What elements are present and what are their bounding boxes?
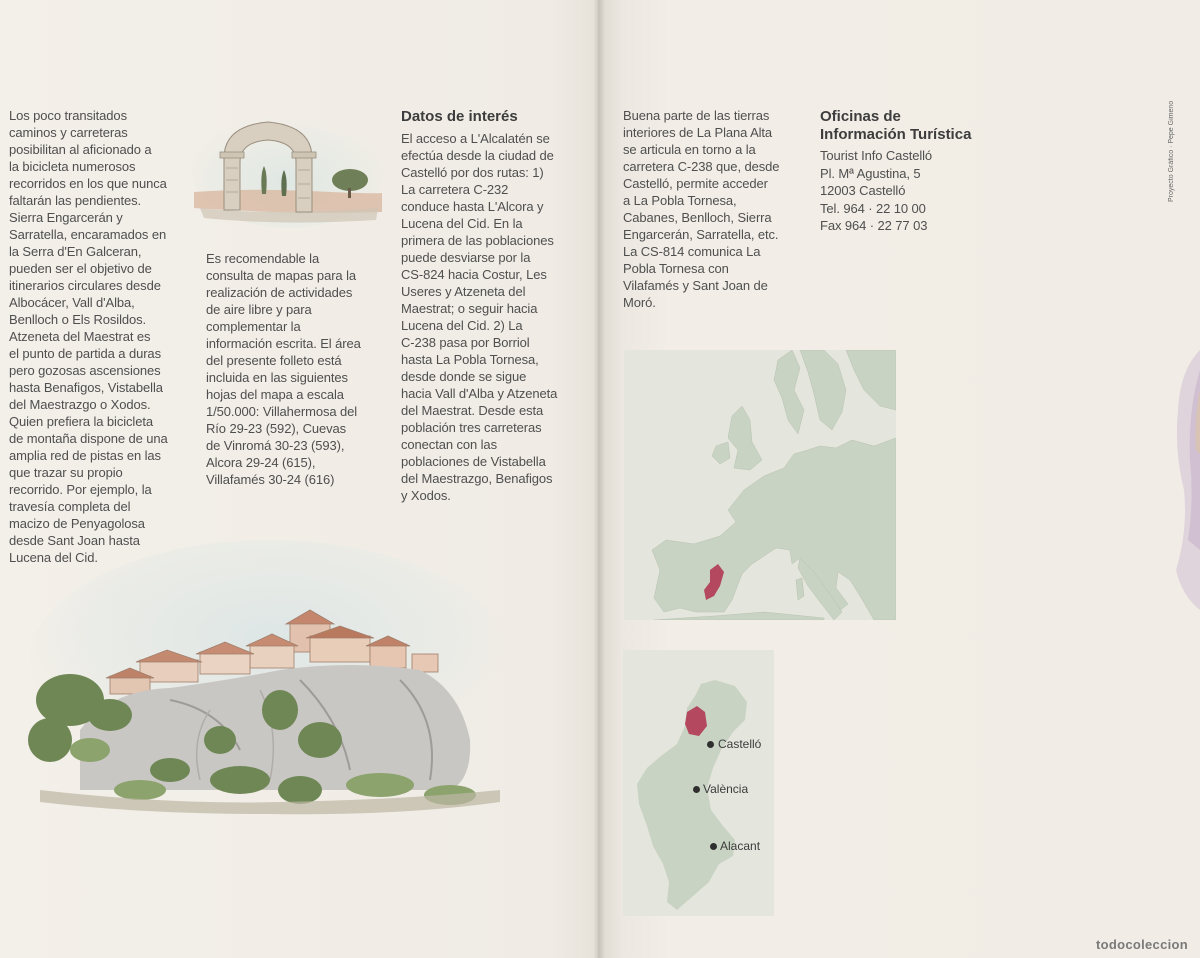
city-label-alacant: Alacant (720, 839, 761, 853)
oficinas-heading: Oficinas de Información Turística (820, 108, 972, 143)
oficinas-contact: Tourist Info Castelló Pl. Mª Agustina, 5 12003 Castelló Tel. 964 · 22 10 00 Fax 964 · 22 77 03 (820, 148, 933, 233)
datos-paragraph: El acceso a L'Alcalatén se efectúa desde la ciudad de Castelló por dos rutas: 1) La carretera C-232 conduce hasta L'Alcora y Lucena del Cid. En la primera de las poblaciones puede desviarse por la CS-824 hacia Costur, Les Useres y Atzeneta del Maestrat; o seguir hacia Lucena del Cid. 2) La C-238 pasa por Borriol hasta La Pobla Tornesa, desde donde se sigue hacia Vall d'Alba y Atzeneta del Maestrat. Desde esta población tres carreteras conectan con las poblaciones de Vistabella del Maestrazgo, Benafigos y Xodos. (401, 131, 558, 503)
valencia-region-map (623, 650, 774, 916)
alacant-dot (710, 843, 717, 850)
page-fold (594, 0, 604, 958)
valencia-dot (693, 786, 700, 793)
city-label-valencia: València (703, 782, 749, 796)
castello-dot (707, 741, 714, 748)
datos-heading: Datos de interés (401, 108, 518, 125)
watermark: todocoleccion (1095, 937, 1188, 952)
cycling-paragraph: Los poco transitados caminos y carreteras posibilitan al aficionado a la bicicleta numerosos recorridos en los que nunca faltarán las pendientes. Sierra Engarcerán y Sarratella, encaramados en la Serra d'En Galceran, pueden ser el objetivo de itinerarios circulares desde Albocácer, Vall d'Alba, Benlloch o Els Rosildos. Atzeneta del Maestrat es el punto de partida a duras pero gozosas ascensiones hasta Benafigos, Vistabella del Maestrazgo o Xodos. Quien prefiera la bicicleta de montaña dispone de una amplia red de pistas en las que trazar su propio recorrido. Por ejemplo, la travesía completa del macizo de Penyagolosa desde Sant Joan hasta Lucena del Cid. (9, 108, 168, 565)
europe-locator-map (624, 350, 896, 620)
city-label-castello: Castelló (718, 737, 762, 751)
maps-paragraph: Es recomendable la consulta de mapas para la realización de actividades de aire libre y para complementar la información escrita. El área del presente folleto está incluida en las siguientes hojas del mapa a escala 1/50.000: Villahermosa del Río 29-23 (592), Cuevas de Vinromá 30-23 (593), Alcora 29-24 (615), Villafamés 30-24 (616) (206, 251, 361, 487)
roman-arch-illustration (190, 108, 385, 230)
design-credit: Proyecto Gráfico · Pepe Gimeno (1168, 100, 1175, 202)
plana-alta-paragraph: Buena parte de las tierras interiores de La Plana Alta se articula en torno a la carretera C-238 que, desde Castelló, permite acceder a La Pobla Tornesa, Cabanes, Benlloch, Sierra Engarcerán, Sarratella, etc. La CS-814 comunica La Pobla Tornesa con Vilafamés y Sant Joan de Moró. (623, 108, 780, 310)
watercolor-edge-decoration (1160, 330, 1200, 610)
hilltop-village-illustration (20, 540, 510, 840)
